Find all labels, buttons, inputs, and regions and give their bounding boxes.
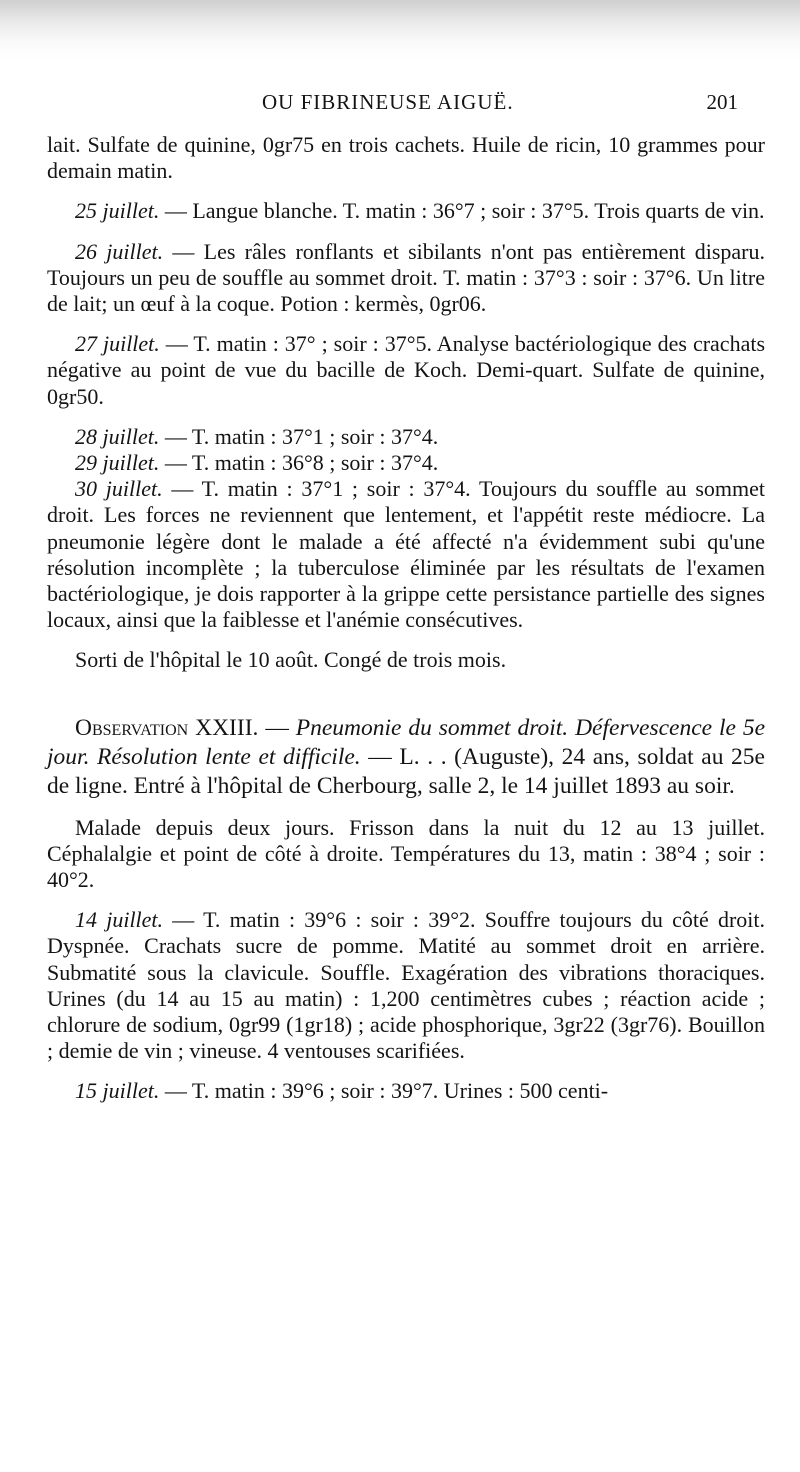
observation-title: Pneumonie du sommet droit. Défervescence le 5e jour. Résolution lente et difficile. <box>47 714 766 770</box>
scan-border-shading <box>0 0 800 60</box>
entry-text: — T. matin : 39°6 : soir : 39°2. Souffre toujours du côté droit. Dyspnée. Crachats sucre de pomme. Matité au sommet droit en arrière. Submatité sous la clavicule. Souffle. Exagération des vibrations thoraciques. Urines (du 14 au 15 au matin) : 1,200 centimètres cubes ; réaction acide ; chlorure de sodium, 0gr99 (1gr18) ; acide phosphorique, 3gr22 (3gr76). Bouillon ; demie de vin ; vineuse. 4 ventouses scarifiées. <box>47 907 766 1064</box>
running-title: OU FIBRINEUSE AIGUË. <box>262 90 514 114</box>
entry-text: — T. matin : 37°1 ; soir : 37°4. <box>159 423 439 449</box>
entry-date: 15 juillet. <box>75 1078 160 1104</box>
diary-entry <box>47 331 765 410</box>
paragraph-text: Sorti de l'hôpital le 10 août. Congé de trois mois. <box>75 647 507 673</box>
entry-date: 14 juillet. <box>75 907 164 933</box>
entry-date: 29 juillet. <box>75 450 160 476</box>
paragraph-text: Malade depuis deux jours. Frisson dans la nuit du 12 au 13 juillet. Céphalalgie et point de côté à droite. Températures du 13, matin : 38°4 ; soir : 40°2. <box>47 814 765 893</box>
entry-date: 27 juillet. <box>75 331 160 357</box>
observation-text: — L. . . (Auguste), 24 ans, soldat au 25e de ligne. Entré à l'hôpital de Cherbourg, salle 2, le 14 juillet 1893 au soir. <box>47 743 765 799</box>
diary-entry <box>47 476 765 633</box>
paragraph-text: lait. Sulfate de quinine, 0gr75 en trois cachets. Huile de ricin, 10 grammes pour demain matin. <box>47 132 765 184</box>
diary-entry <box>47 198 765 224</box>
entry-text: — Langue blanche. T. matin : 36°7 ; soir : 37°5. Trois quarts de vin. <box>159 198 765 224</box>
entry-text: — Les râles ronflants et sibilants n'ont pas entièrement disparu. Toujours un peu de souffle au sommet droit. T. matin : 37°3 : soir : 37°6. Un litre de lait; un œuf à la coque. Potion : kermès, 0gr06. <box>47 238 766 317</box>
diary-entry <box>47 424 765 450</box>
observation-separator: — <box>258 714 296 741</box>
diary-entry <box>47 450 765 476</box>
diary-entry <box>47 239 765 318</box>
entry-date: 30 juillet. <box>75 476 163 502</box>
entry-date: 26 juillet. <box>75 238 164 264</box>
diary-entry <box>47 1078 765 1104</box>
entry-text: — T. matin : 39°6 ; soir : 39°7. Urines : 500 centi- <box>159 1078 609 1104</box>
entry-text: — T. matin : 36°8 ; soir : 37°4. <box>159 450 439 476</box>
entry-text: — T. matin : 37° ; soir : 37°5. Analyse bactériologique des crachats négative au point de vue du bacille de Koch. Demi-quart. Sulfate de quinine, 0gr50. <box>47 331 766 409</box>
diary-entry <box>47 907 765 1064</box>
entry-text: — T. matin : 37°1 ; soir : 37°4. Toujours du souffle au sommet droit. Les forces ne reviennent que lentement, et l'appétit reste médiocre. La pneumonie légère dont le malade a été affecté n'a évidemment subi qu'une résolution incomplète ; la tuberculose éliminée par les résultats de l'examen bactériologique, je dois rapporter à la grippe cette persistance partielle des signes locaux, ainsi que la faiblesse et l'anémie consécutives. <box>47 476 766 633</box>
observation-heading <box>47 714 765 801</box>
body-text <box>47 132 765 1105</box>
entry-date: 25 juillet. <box>75 198 160 224</box>
paragraph <box>47 132 765 184</box>
paragraph <box>47 815 765 894</box>
observation-label: Observation XXIII. <box>75 714 259 741</box>
paragraph <box>47 647 765 673</box>
page-number: 201 <box>706 90 738 114</box>
running-header <box>262 90 738 120</box>
entry-date: 28 juillet. <box>75 423 160 449</box>
